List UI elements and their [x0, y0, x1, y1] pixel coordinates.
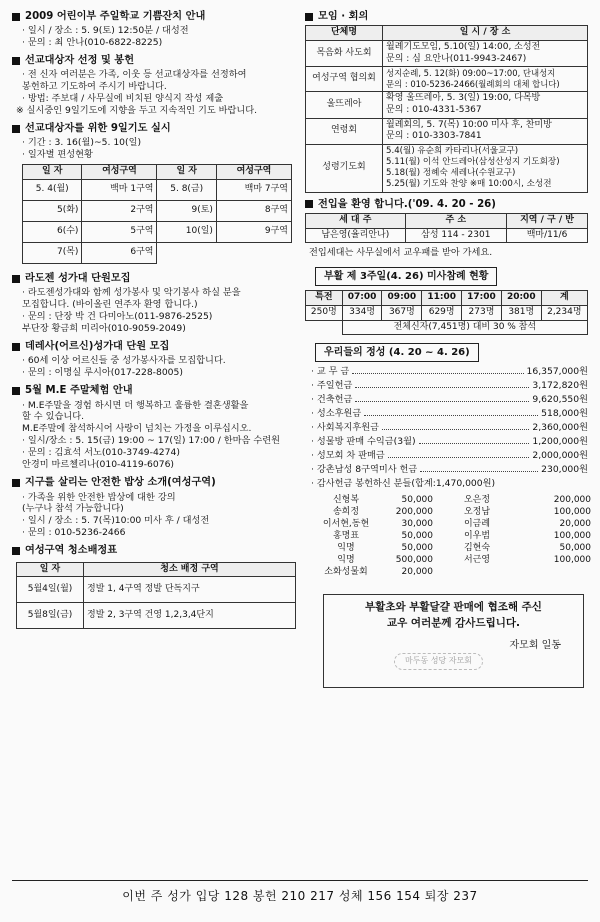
notice-line: · 전 신자 여러분은 가족, 이웃 등 선교대상자를 선정하여	[22, 69, 247, 81]
donor-amount: 50,000	[559, 543, 591, 554]
offering-amount: 1,200,000원	[532, 436, 588, 448]
group-name: 여성구역 협의회	[306, 67, 383, 92]
notice-line: · 문의 : 이명실 루시아(017-228-8005)	[22, 367, 183, 379]
table-row	[306, 228, 588, 243]
donor-name: 익명	[337, 555, 355, 566]
notice-line: (누구나 참석 가능합니다)	[22, 503, 124, 515]
square-bullet-icon	[12, 275, 20, 283]
donor-amount: 100,000	[553, 555, 591, 566]
square-bullet-icon	[305, 13, 313, 21]
notice-line: · 일시 / 장소 : 5. 7(목)10:00 미사 후 / 대성전	[22, 515, 210, 527]
square-bullet-icon	[12, 343, 20, 351]
notice-line: · 라도젠성가대와 함께 성가봉사 및 악기봉사 하실 분을	[22, 287, 241, 299]
offering-label: · 교 무 금	[311, 366, 350, 378]
table-row	[306, 320, 588, 335]
group-name: 목음화 사도회	[306, 40, 383, 66]
meeting-line: 문의 : 010-5236-2466(월례회의 대체 합니다)	[386, 79, 560, 90]
notice-line: · 일시 / 장소 : 5. 9(토) 12:50분 / 대성전	[22, 25, 189, 37]
offering-label: · 사회복지후원금	[311, 422, 379, 434]
meeting-line: 문의 : 010-3303-7841	[386, 131, 482, 142]
notice-title: 5월 M.E 주말체험 안내	[25, 385, 133, 397]
table-cell: 정발 2, 3구역 건영 1,2,3,4단지	[84, 603, 296, 629]
donor-name: 김현숙	[463, 543, 491, 554]
donor-name: 서근영	[463, 555, 491, 566]
offering-amount: 230,000원	[541, 464, 588, 476]
group-name: 연령회	[306, 118, 383, 144]
donor-amount: 200,000	[553, 495, 591, 506]
meeting-line: 성지순례, 5. 12(화) 09:00~17:00, 단내성지	[386, 68, 556, 79]
offering-label: · 주일헌금	[311, 380, 353, 392]
attendance-summary: 전체신자(7,451명) 대비 30 % 참석	[342, 320, 587, 335]
meeting-line: 월례기도모임, 5.10(일) 14:00, 소성전	[386, 41, 541, 52]
offering-label: · 건축헌금	[311, 394, 353, 406]
notice-safe-table	[12, 476, 300, 539]
offering-list	[305, 366, 588, 492]
table-cell: 2,234명	[541, 305, 587, 320]
table-header: 계	[541, 291, 587, 306]
donor-amount: 50,000	[401, 531, 433, 542]
table-cell: 9구역	[216, 222, 291, 243]
list-item	[305, 450, 588, 464]
list-item	[305, 478, 588, 492]
table-header: 20:00	[501, 291, 541, 306]
mothers-group-stamp: 마두동 성당 자모회	[394, 653, 483, 669]
notice-mission-selection	[12, 54, 300, 117]
newcomers-note: 전입세대는 사무실에서 교우패를 받아 가세요.	[309, 247, 493, 259]
notice-line: · 일자별 편성현황	[22, 149, 93, 161]
square-bullet-icon	[12, 125, 20, 133]
table-cell: 9(토)	[157, 201, 216, 222]
donor-name: 송희정	[332, 507, 360, 518]
table-cell	[157, 243, 216, 264]
table-cell: 5. 8(금)	[157, 180, 216, 201]
table-header: 09:00	[382, 291, 422, 306]
attendance-table	[305, 290, 588, 335]
thanksgiving-total: · 감사헌금 봉헌하신 분들(합계:1,470,000원)	[311, 478, 496, 490]
table-header: 17:00	[462, 291, 502, 306]
table-cell: 250명	[306, 305, 343, 320]
notice-title: 선교대상자를 위한 9일기도 실시	[25, 123, 171, 135]
offering-amount: 9,620,550원	[532, 394, 588, 406]
section-title: 모임 · 회의	[318, 11, 369, 22]
mass-attendance-section	[305, 264, 588, 335]
notice-line: · 문의 : 010-5236-2466	[22, 527, 126, 539]
offering-label: · 성모회 차 판매금	[311, 450, 385, 462]
notice-line: · 기간 : 3. 16(월)~5. 10(일)	[22, 137, 142, 149]
list-item	[305, 366, 588, 380]
donor-name: 익명	[337, 543, 355, 554]
meetings-section	[305, 10, 588, 193]
section-title: 우리들의 정성 (4. 20 ~ 4. 26)	[315, 343, 479, 362]
hymn-footer: 이번 주 성가 입당 128 봉헌 210 217 성체 156 154 퇴장 237	[12, 880, 588, 905]
table-cell: 6(수)	[23, 222, 82, 243]
offering-amount: 2,000,000원	[532, 450, 588, 462]
notice-senior-choir	[12, 340, 300, 379]
donor-amount: 50,000	[401, 543, 433, 554]
square-bullet-icon	[12, 479, 20, 487]
list-item	[305, 464, 588, 478]
notice-line: 봉헌하고 기도하여 주시기 바랍니다.	[22, 81, 167, 93]
notice-line: · 일시/장소 : 5. 15(금) 19:00 ~ 17(일) 17:00 / 한마음 수련원	[22, 435, 280, 447]
notice-line: · 방법: 주보대 / 사무실에 비치된 양식지 작성 제출	[22, 93, 224, 105]
novena-schedule-table	[22, 164, 292, 264]
table-row	[306, 92, 588, 118]
table-row	[306, 67, 588, 92]
notice-line: ※ 실시중인 9일기도에 지향을 두고 지속적인 기도 바랍니다.	[16, 105, 258, 117]
donor-amount: 100,000	[553, 531, 591, 542]
notice-line: · 문의 : 최 안나(010-6822-8225)	[22, 37, 163, 49]
table-cell: 381명	[501, 305, 541, 320]
cleaning-table	[16, 562, 296, 630]
donor-amount: 50,000	[401, 495, 433, 506]
newcomers-table	[305, 213, 588, 243]
table-row	[23, 180, 292, 201]
table-header: 주 소	[405, 213, 506, 228]
donor-name: 이서현,동현	[322, 519, 370, 530]
table-cell: 5구역	[82, 222, 157, 243]
table-cell: 백마/11/6	[507, 228, 588, 243]
square-bullet-icon	[305, 200, 313, 208]
offering-label: · 성소후원금	[311, 408, 362, 420]
table-header: 일 자	[157, 165, 216, 180]
table-cell: 367명	[382, 305, 422, 320]
table-cell: 273명	[462, 305, 502, 320]
table-cell: 629명	[422, 305, 462, 320]
table-row	[23, 222, 292, 243]
table-cell: 10(일)	[157, 222, 216, 243]
notice-title: 데레사(어르신)성가대 단원 모집	[25, 341, 170, 353]
offerings-section	[305, 340, 591, 578]
meeting-line: 월례회의, 5. 7(목) 10:00 미사 후, 찬미방	[386, 119, 552, 130]
notice-choir-recruit	[12, 272, 300, 335]
donor-name	[437, 566, 517, 578]
notice-title: 2009 어린이부 주일학교 기쁨잔치 안내	[25, 11, 206, 22]
table-row	[306, 118, 588, 144]
offering-amount: 518,000원	[541, 408, 588, 420]
group-name: 울뜨레아	[306, 92, 383, 118]
notice-me-weekend	[12, 384, 300, 471]
meeting-line: 5.18(월) 정혜숙 세레나(수원교구)	[386, 168, 516, 179]
table-header: 세 대 주	[306, 213, 406, 228]
meetings-table	[305, 25, 588, 192]
group-name: 성령기도회	[306, 144, 383, 192]
notice-line: 모집합니다. (바이올린 연주자 환영 합니다.)	[22, 299, 198, 311]
list-item	[305, 380, 588, 394]
list-item	[305, 394, 588, 408]
donor-name: 오은정	[463, 495, 491, 506]
offering-amount: 3,172,820원	[532, 380, 588, 392]
donor-amount: 500,000	[395, 555, 433, 566]
table-header: 일 자	[23, 165, 82, 180]
section-title: 부활 제 3주일(4. 26) 미사참례 현황	[315, 267, 497, 286]
notice-cleaning-schedule	[12, 544, 300, 629]
donor-name: 이금례	[463, 519, 491, 530]
offering-amount: 2,360,000원	[532, 422, 588, 434]
table-header: 단체명	[306, 26, 383, 41]
list-item	[305, 436, 588, 450]
offering-label: · 강촌남성 8구역미사 헌금	[311, 464, 418, 476]
donor-name: 신형복	[332, 495, 360, 506]
donor-amount: 20,000	[401, 567, 433, 578]
table-cell: 2구역	[82, 201, 157, 222]
table-cell: 백마 1구역	[82, 180, 157, 201]
notice-title: 라도젠 성가대 단원모집	[25, 273, 131, 285]
notice-line: · M.E주말을 경험 하시면 더 행복하고 훌륭한 결혼생활을	[22, 399, 249, 411]
table-cell: 5월8일(금)	[17, 603, 84, 629]
donor-amount: 200,000	[395, 507, 433, 518]
offering-label: · 성물방 판매 수익금(3월)	[311, 436, 416, 448]
notice-title: 여성구역 청소배정표	[25, 545, 118, 557]
table-row	[306, 305, 588, 320]
right-column	[305, 10, 591, 688]
thanks-line: 교우 여러분께 감사드립니다.	[386, 616, 520, 629]
donor-name: 홍명표	[332, 531, 360, 542]
meeting-line: 5.25(월) 기도와 찬양 ※매 10:00시, 소성전	[386, 179, 552, 190]
table-cell	[216, 243, 291, 264]
notice-line: · 문의 : 단장 박 건 다미아노(011-9876-2525)	[22, 311, 213, 323]
table-cell: 남은영(율리안나)	[306, 228, 406, 243]
list-item	[305, 408, 588, 422]
donor-name: 오정남	[463, 507, 491, 518]
left-column	[12, 10, 300, 634]
square-bullet-icon	[12, 387, 20, 395]
thanks-line: 부활초와 부활달걀 판매에 협조해 주신	[365, 601, 542, 614]
notice-line: 할 수 있습니다.	[22, 411, 85, 423]
notice-title: 선교대상자 선정 및 봉헌	[25, 55, 135, 67]
square-bullet-icon	[12, 547, 20, 555]
table-row	[23, 243, 292, 264]
donor-amount: 100,000	[553, 507, 591, 518]
table-header: 일 시 / 장 소	[383, 26, 588, 41]
table-cell: 334명	[342, 305, 382, 320]
donor-name: 소화성물회	[324, 567, 368, 578]
donor-name: 이우범	[463, 531, 491, 542]
table-header: 특전	[306, 291, 343, 306]
notice-line: · 60세 이상 어르신들 중 성가봉사자를 모집합니다.	[22, 355, 226, 367]
donor-amount: 20,000	[559, 519, 591, 530]
notice-line: 부단장 황금희 미리아(010-9059-2049)	[22, 323, 186, 335]
offering-amount: 16,357,000원	[526, 366, 588, 378]
meeting-line: 문의 : 010-4331-5367	[386, 104, 482, 115]
table-row	[17, 603, 296, 629]
notice-line: · 가족을 위한 안전한 밥상에 대한 강의	[22, 491, 176, 503]
table-header: 일 자	[17, 562, 84, 577]
table-row	[17, 577, 296, 603]
table-header: 여성구역	[216, 165, 291, 180]
section-title: 전입을 환영 합니다.('09. 4. 20 - 26)	[318, 198, 496, 210]
thanks-signature: 자모회 일동	[509, 640, 561, 652]
table-cell: 5(화)	[23, 201, 82, 222]
meeting-line: 확영 울뜨레아, 5. 3(일) 19:00, 다목방	[386, 93, 541, 104]
table-cell: 백마 7구역	[216, 180, 291, 201]
table-header: 여성구역	[82, 165, 157, 180]
table-header: 07:00	[342, 291, 382, 306]
table-row	[23, 201, 292, 222]
thanks-box	[323, 594, 584, 688]
donor-amount: 30,000	[401, 519, 433, 530]
square-bullet-icon	[12, 13, 20, 21]
newcomers-section	[305, 198, 588, 260]
notice-novena-prayer	[12, 122, 300, 264]
table-cell: 6구역	[82, 243, 157, 264]
table-header: 지역 / 구 / 반	[507, 213, 588, 228]
table-row	[306, 144, 588, 192]
notice-line: 안경미 마르첼리나(010-4119-6076)	[22, 459, 175, 471]
table-cell: 5. 4(월)	[23, 180, 82, 201]
table-cell: 삼성 114 - 2301	[405, 228, 506, 243]
meeting-line: 5.11(월) 이석 안드레아(삼성산성지 기도회장)	[386, 157, 560, 168]
meeting-line: 5.4(월) 유순희 카타리나(서울교구)	[386, 145, 519, 156]
table-cell: 5월4일(월)	[17, 577, 84, 603]
notice-line: · 문의 : 김효석 서노(010-3749-4274)	[22, 447, 180, 459]
donor-grid	[305, 494, 591, 578]
square-bullet-icon	[12, 57, 20, 65]
list-item	[305, 422, 588, 436]
notice-children-festival	[12, 10, 300, 49]
table-cell: 8구역	[216, 201, 291, 222]
donor-amount	[521, 566, 591, 578]
notice-title: 지구를 살리는 안전한 밥상 소개(여성구역)	[25, 477, 216, 489]
notice-line: M.E주말에 참석하시어 사랑이 넘치는 가정을 이루십시오.	[22, 423, 252, 435]
table-header: 11:00	[422, 291, 462, 306]
table-header: 청소 배정 구역	[84, 562, 296, 577]
table-cell: 7(목)	[23, 243, 82, 264]
meeting-line: 문의 : 심 요안나(011-9943-2467)	[386, 53, 527, 64]
table-cell: 정발 1, 4구역 정발 단독지구	[84, 577, 296, 603]
table-row	[306, 40, 588, 66]
